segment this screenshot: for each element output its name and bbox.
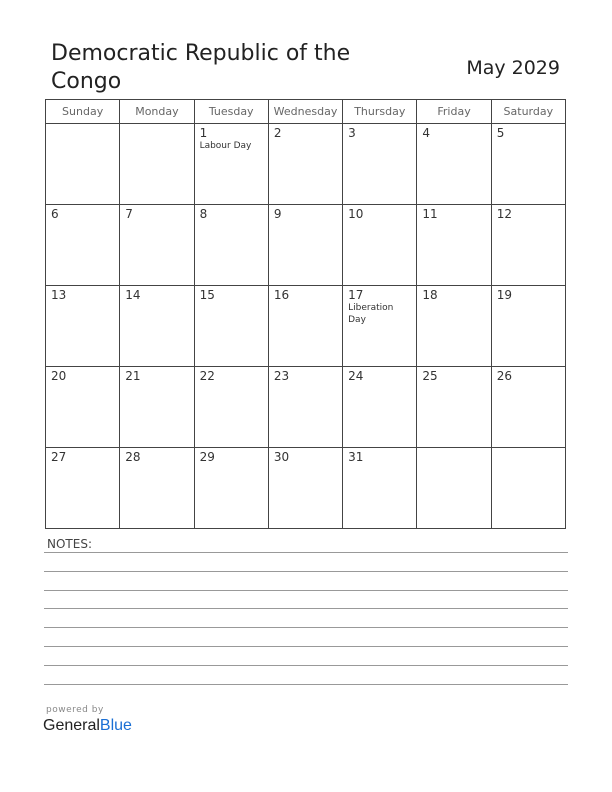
day-number: 1 [199,126,208,140]
notes-line [44,627,568,628]
holiday-label: Labour Day [199,141,252,151]
day-cell [491,124,565,205]
day-number: 2 [273,126,282,140]
day-number: 21 [125,369,141,383]
brand-general: General [43,717,100,734]
day-cell [417,124,491,205]
day-number: 12 [496,207,512,221]
day-cell [120,124,194,205]
day-cell [194,448,268,529]
day-number: 18 [422,288,438,302]
day-number: 26 [496,369,512,383]
day-cell [268,286,342,367]
day-number: 8 [199,207,208,221]
day-cell [343,448,417,529]
day-cell [194,205,268,286]
day-number: 11 [422,207,438,221]
weekday-thursday: Thursday [343,100,417,124]
day-number: 30 [273,450,290,464]
weekday-sunday: Sunday [46,100,120,124]
notes-line [44,646,568,647]
day-cell [46,286,120,367]
generalblue-logo [43,717,132,735]
weekday-friday: Friday [417,100,491,124]
day-cell [417,448,491,529]
day-number: 29 [199,450,215,464]
day-cell [46,367,120,448]
day-cell [268,367,342,448]
day-cell [46,448,120,529]
day-number: 9 [273,207,282,221]
day-number: 6 [51,207,59,221]
week-row [46,205,566,286]
day-number: 19 [496,288,512,302]
day-number: 15 [199,288,215,302]
day-cell [268,448,342,529]
day-cell [491,205,565,286]
notes-line [44,552,568,553]
day-number: 14 [125,288,141,302]
day-cell [120,448,194,529]
day-cell [194,124,268,205]
day-cell [46,124,120,205]
day-number: 7 [125,207,133,221]
day-cell [46,205,120,286]
day-cell [268,124,342,205]
day-number: 22 [199,369,215,383]
day-cell [417,367,491,448]
notes-line [44,684,568,685]
week-row [46,367,566,448]
notes-line [44,590,568,591]
day-cell [268,205,342,286]
day-number: 13 [51,288,67,302]
notes-line [44,608,568,609]
day-cell [120,367,194,448]
day-number: 4 [422,126,431,140]
day-cell [120,286,194,367]
notes-line [44,665,568,666]
day-cell [491,448,565,529]
day-number: 3 [348,126,356,140]
week-row [46,286,566,367]
day-number: 31 [348,450,364,464]
day-cell [343,367,417,448]
day-number: 23 [273,369,290,383]
weekday-saturday: Saturday [491,100,565,124]
month-calendar [45,99,566,529]
day-number: 5 [496,126,505,140]
day-number: 10 [348,207,364,221]
calendar-body [46,124,566,529]
notes-line [44,571,568,572]
day-cell [194,367,268,448]
holiday-label: Liberation Day [348,303,394,325]
day-cell [417,205,491,286]
day-cell [343,205,417,286]
month-year: May 2029 [466,57,560,79]
day-number: 16 [273,288,290,302]
day-cell [120,205,194,286]
day-cell [343,286,417,367]
day-cell [491,286,565,367]
day-cell [194,286,268,367]
week-row [46,124,566,205]
brand-blue: Blue [99,717,132,734]
weekday-wednesday: Wednesday [268,100,342,124]
day-number: 28 [125,450,141,464]
weekday-header-row [46,100,566,124]
day-number: 20 [51,369,67,383]
day-number: 17 [348,288,364,302]
day-number: 27 [51,450,67,464]
day-cell [491,367,565,448]
day-cell [343,124,417,205]
week-row [46,448,566,529]
day-cell [417,286,491,367]
day-number: 25 [422,369,438,383]
weekday-tuesday: Tuesday [194,100,268,124]
powered-by-text: powered by [46,705,104,715]
calendar-title: Democratic Republic of the Congo [51,41,351,94]
weekday-monday: Monday [120,100,194,124]
day-number: 24 [348,369,364,383]
notes-lines [44,552,568,702]
notes-label: NOTES: [47,537,92,551]
